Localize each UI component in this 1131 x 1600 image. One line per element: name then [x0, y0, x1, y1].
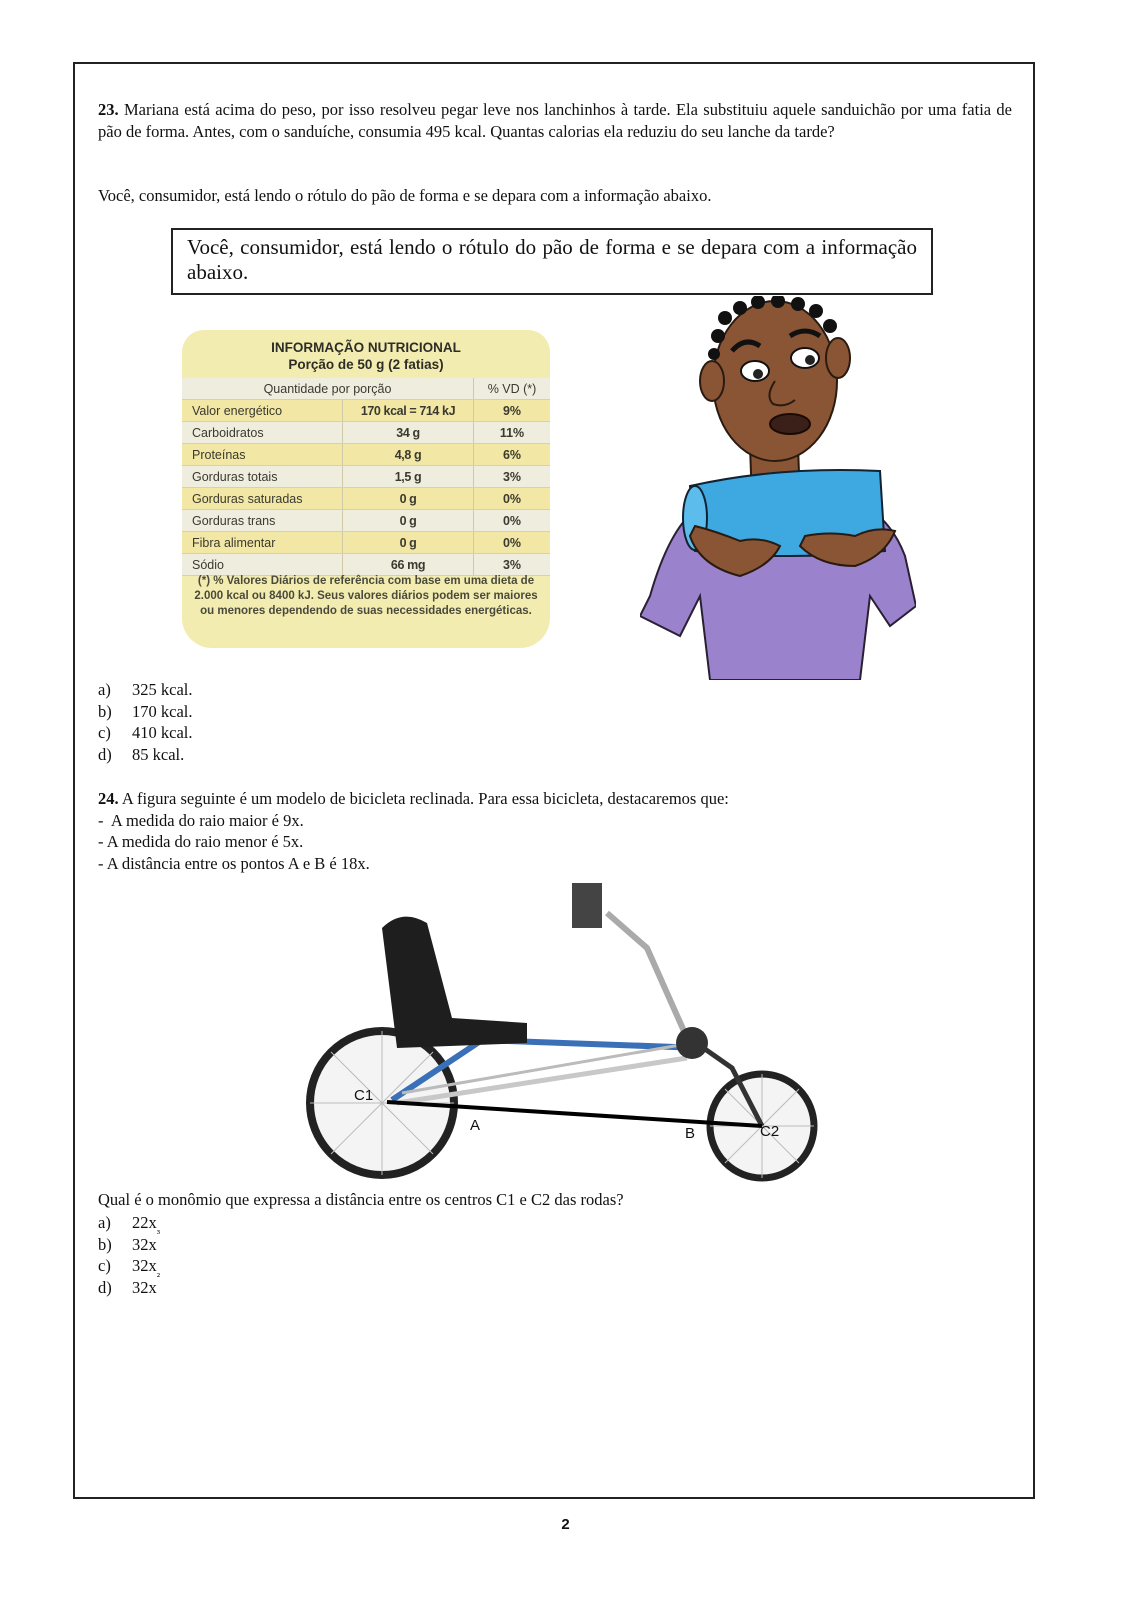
question-23-text [98, 99, 1012, 143]
option-letter: d) [98, 1277, 112, 1297]
option-letter: a) [98, 680, 111, 699]
callout-box: Você, consumidor, está lendo o rótulo do pão de forma e se depara com a informação abaixo. [171, 228, 933, 295]
nutrient-name: Carboidratos [182, 422, 343, 444]
recumbent-bicycle-figure [302, 868, 828, 1188]
nutrient-qty: 0 g [343, 488, 474, 510]
nutrition-title-block [182, 330, 550, 373]
nutrient-qty: 1,5 g [343, 466, 474, 488]
option-a[interactable] [98, 679, 192, 701]
nutrient-name: Valor energético [182, 400, 343, 422]
label-c2: C2 [760, 1123, 780, 1140]
label-a: A [470, 1117, 481, 1134]
question-23-options [98, 679, 192, 765]
nutrient-vd: 3% [474, 466, 551, 488]
nutrient-qty: 34 g [343, 422, 474, 444]
nutrition-title: INFORMAÇÃO NUTRICIONAL [271, 340, 461, 355]
option-letter: a) [98, 1213, 111, 1232]
nutrition-footnote: (*) % Valores Diários de referência com base em uma dieta de 2.000 kcal ou 8400 kJ. Seus valores diários podem ser maiores ou menores dependendo de suas necessidades energéticas. [194, 575, 538, 617]
option-text: 85 kcal. [132, 744, 185, 764]
option-b[interactable] [98, 1227, 161, 1256]
nutrient-name: Gorduras saturadas [182, 488, 343, 510]
nutrient-vd: 3% [474, 554, 551, 576]
table-row [182, 466, 550, 488]
option-letter: c) [98, 1256, 111, 1275]
question-23-body: Mariana está acima do peso, por isso resolveu pegar leve nos lanchinhos à tarde. Ela substituiu aquele sanduichão por uma fatia de pão de forma. Antes, com o sanduíche, consumia 495 kcal. Quantas calorias ela reduziu do seu lanche da tarde? [98, 100, 1013, 141]
option-text: 325 kcal. [132, 680, 193, 699]
option-text: 32x [132, 1234, 157, 1254]
question-24-body: A figura seguinte é um modelo de bicicleta reclinada. Para essa bicicleta, destacaremos que: [121, 789, 729, 808]
nutrient-qty: 66 mg [343, 554, 474, 576]
bullet-item: - A medida do raio maior é 9x. [98, 810, 304, 830]
boy-illustration-icon [640, 296, 916, 680]
nutrient-qty: 170 kcal = 714 kJ [343, 400, 474, 422]
bullet-item: - A distância entre os pontos A e B é 18x. [98, 853, 370, 873]
bullet-item: - A medida do raio menor é 5x. [98, 832, 304, 851]
nutrient-vd: 0% [474, 532, 551, 554]
table-row [182, 422, 550, 444]
label-b: B [685, 1125, 696, 1142]
question-24-text [98, 788, 1012, 874]
nutrient-vd: 6% [474, 444, 551, 466]
question-24-options [98, 1212, 160, 1298]
nutrient-qty: 4,8 g [343, 444, 474, 466]
option-text: 32x [132, 1256, 157, 1275]
option-letter: d) [98, 744, 112, 764]
question-23-intro: Você, consumidor, está lendo o rótulo do pão de forma e se depara com a informação abaixo. [98, 186, 712, 205]
question-24-number: 24. [98, 789, 119, 808]
question-24-prompt: Qual é o monômio que expressa a distância entre os centros C1 e C2 das rodas? [98, 1190, 624, 1209]
nutrient-name: Proteínas [182, 444, 343, 466]
nutrition-table [182, 378, 550, 576]
table-row [182, 488, 550, 510]
nutrition-label [182, 330, 550, 648]
option-letter: b) [98, 1234, 112, 1254]
option-b[interactable] [98, 701, 192, 723]
option-d[interactable] [98, 744, 192, 766]
nutrient-name: Gorduras totais [182, 466, 343, 488]
table-row [182, 532, 550, 554]
nutrient-name: Gorduras trans [182, 510, 343, 532]
header-quantity: Quantidade por porção [182, 378, 474, 400]
table-row [182, 444, 550, 466]
option-exponent: ² [156, 1270, 161, 1283]
option-c[interactable] [98, 722, 192, 744]
page-number: 2 [561, 1516, 570, 1533]
nutrient-vd: 11% [474, 422, 551, 444]
nutrition-subtitle: Porção de 50 g (2 fatias) [288, 357, 444, 372]
nutrient-qty: 0 g [343, 532, 474, 554]
option-exponent: ³ [156, 1227, 161, 1240]
question-23-number: 23. [98, 100, 119, 119]
bicycle-icon [302, 868, 828, 1188]
table-row [182, 400, 550, 422]
option-letter: b) [98, 701, 112, 721]
option-d[interactable] [98, 1270, 161, 1299]
header-vd: % VD (*) [474, 378, 551, 400]
option-text: 32x [132, 1277, 157, 1297]
nutrient-name: Fibra alimentar [182, 532, 343, 554]
option-c[interactable] [98, 1255, 160, 1277]
boy-reading-illustration [640, 296, 916, 680]
option-text: 22x [132, 1213, 157, 1232]
nutrition-header-row [182, 378, 550, 400]
nutrient-name: Sódio [182, 554, 343, 576]
nutrient-vd: 0% [474, 488, 551, 510]
label-c1: C1 [354, 1087, 374, 1104]
option-letter: c) [98, 723, 111, 742]
table-row [182, 554, 550, 576]
option-a[interactable] [98, 1212, 160, 1234]
nutrient-qty: 0 g [343, 510, 474, 532]
nutrient-vd: 9% [474, 400, 551, 422]
nutrient-vd: 0% [474, 510, 551, 532]
option-text: 410 kcal. [132, 723, 193, 742]
table-row [182, 510, 550, 532]
option-text: 170 kcal. [132, 701, 193, 721]
